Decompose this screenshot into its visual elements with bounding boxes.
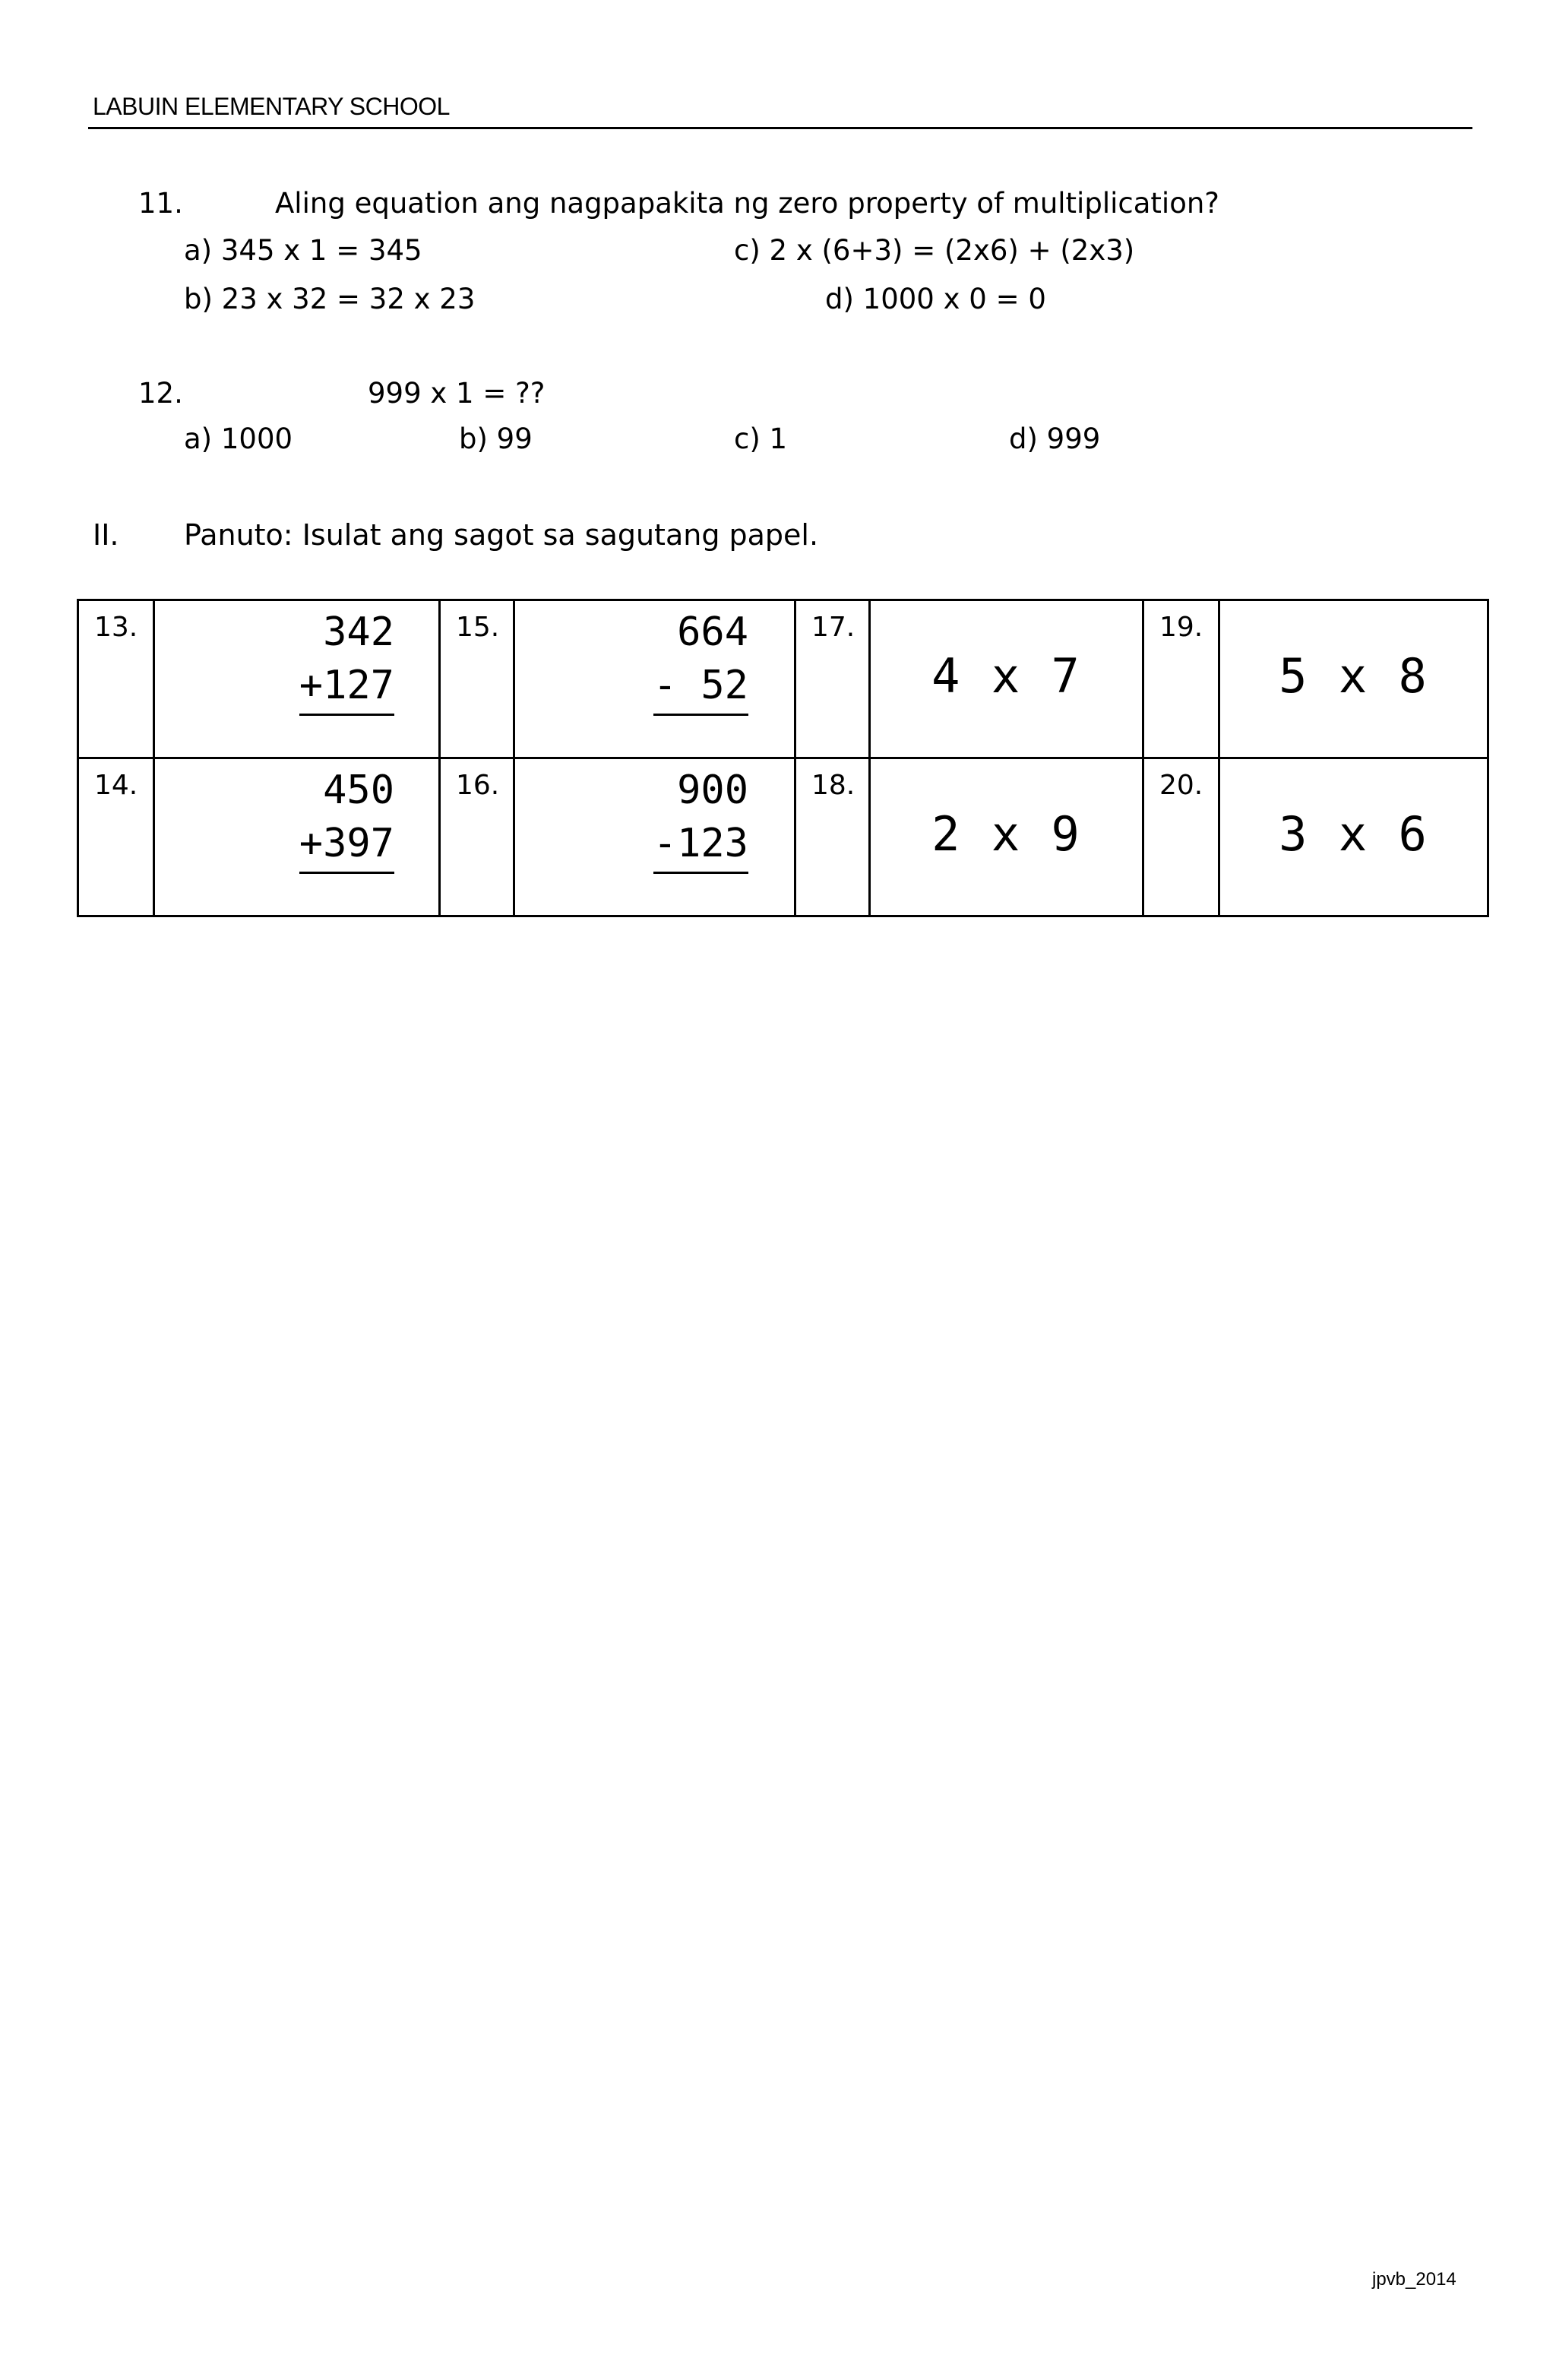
answer-table [77,599,1489,917]
item-18-problem-cell [870,758,1143,916]
item-number: 17. [811,612,855,643]
section-2-number: II. [93,518,119,552]
item-number: 16. [456,770,500,801]
question-11-choice-b: b) 23 x 32 = 32 x 23 [184,283,476,315]
multiplication-problem: 3 x 6 [1279,806,1428,862]
question-11-choice-c: c) 2 x (6+3) = (2x6) + (2x3) [734,234,1135,267]
multiplication-problem: 5 x 8 [1279,648,1428,704]
question-11-choice-d: d) 1000 x 0 = 0 [825,283,1046,315]
item-15-number-cell [440,600,514,758]
table-row [78,758,1488,916]
question-12-choice-b: b) 99 [459,423,533,455]
question-12-number: 12. [138,377,183,410]
header-divider [88,127,1472,129]
item-number: 15. [456,612,500,643]
item-19-number-cell [1143,600,1219,758]
item-17-number-cell [795,600,870,758]
footer-code: jpvb_2014 [1372,2269,1456,2290]
problem-bottom-number: +127 [299,659,394,716]
section-2-instruction: Panuto: Isulat ang sagot sa sagutang papel. [184,518,819,552]
problem-bottom-number: +397 [299,817,394,874]
item-number: 19. [1159,612,1203,643]
item-19-problem-cell [1219,600,1488,758]
addition-problem [299,764,394,874]
item-20-problem-cell [1219,758,1488,916]
item-16-number-cell [440,758,514,916]
problem-bottom-number: -123 [653,817,748,874]
subtraction-problem [653,764,748,874]
problem-top-number: 664 [677,609,748,655]
question-11-text: Aling equation ang nagpapakita ng zero property of multiplication? [275,187,1219,220]
question-12-choice-a: a) 1000 [184,423,293,455]
question-11-choice-a: a) 345 x 1 = 345 [184,234,422,267]
multiplication-problem: 4 x 7 [931,648,1081,704]
item-14-problem-cell [154,758,440,916]
item-14-number-cell [78,758,154,916]
subtraction-problem [653,606,748,716]
item-20-number-cell [1143,758,1219,916]
question-11-number: 11. [138,187,183,220]
item-15-problem-cell [514,600,795,758]
item-number: 14. [94,770,138,801]
problem-top-number: 900 [677,767,748,813]
item-number: 13. [94,612,138,643]
item-number: 20. [1159,770,1203,801]
item-number: 18. [811,770,855,801]
table-row [78,600,1488,758]
multiplication-problem: 2 x 9 [931,806,1081,862]
addition-problem [299,606,394,716]
item-18-number-cell [795,758,870,916]
question-12-choice-d: d) 999 [1009,423,1101,455]
item-13-problem-cell [154,600,440,758]
question-12-text: 999 x 1 = ?? [368,377,546,410]
question-12-choice-c: c) 1 [734,423,788,455]
problem-top-number: 342 [323,609,394,655]
item-16-problem-cell [514,758,795,916]
school-name: LABUIN ELEMENTARY SCHOOL [93,93,450,120]
item-17-problem-cell [870,600,1143,758]
problem-top-number: 450 [323,767,394,813]
item-13-number-cell [78,600,154,758]
problem-bottom-number: - 52 [653,659,748,716]
